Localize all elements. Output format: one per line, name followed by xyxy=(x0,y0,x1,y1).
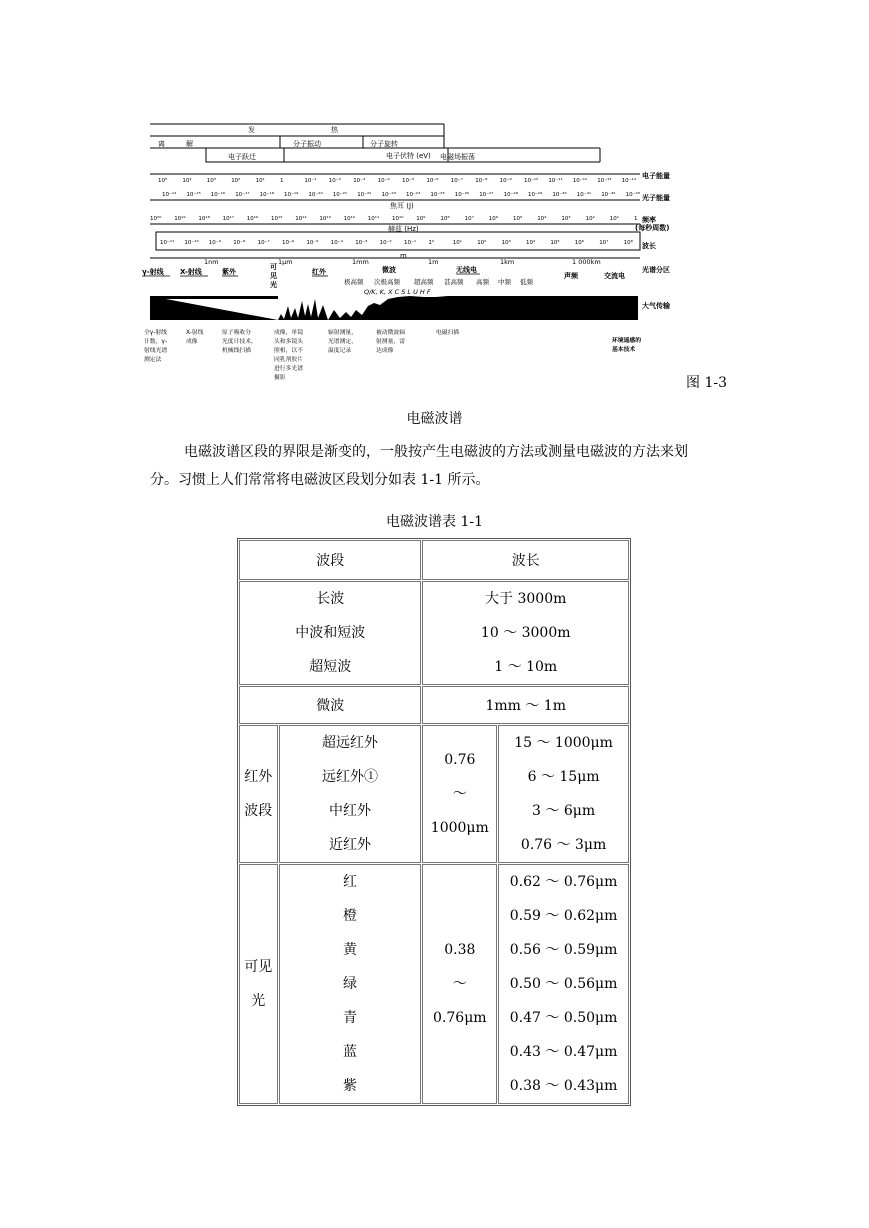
ev-tick: 10⁻¹³ xyxy=(597,178,612,184)
ev-tick: 10¹ xyxy=(255,178,265,184)
ev-tick: 10² xyxy=(231,178,241,184)
band-fa: 发 xyxy=(248,126,255,134)
visible-overall-line-3: 0.76μm xyxy=(433,1010,487,1026)
joule-tick: 10⁻²⁷ xyxy=(479,192,494,198)
visible-ranges-cell xyxy=(498,864,629,1104)
axis-title-meter: m xyxy=(400,252,407,260)
technique-note: 照相，以不 xyxy=(274,348,303,354)
meter-tick: 10⁻¹⁰ xyxy=(184,240,199,246)
hz-tick: 10³ xyxy=(561,216,571,222)
figure-caption: 电磁波谱 xyxy=(406,411,463,427)
ev-tick: 10⁻¹⁴ xyxy=(621,178,636,184)
technique-note: 成像 xyxy=(186,339,198,345)
header-band: 波段 xyxy=(239,540,421,580)
technique-note: 电磁扫描 xyxy=(436,330,460,336)
hz-tick: 10¹⁴ xyxy=(295,216,307,222)
technique-note: 温度记录 xyxy=(328,348,352,354)
joule-tick: 10⁻²⁴ xyxy=(406,192,421,198)
label-photon-energy: 光子能量 xyxy=(642,194,670,202)
band-ultra-short-wave: 超短波 xyxy=(309,659,352,675)
joule-tick: 10⁻¹⁷ xyxy=(235,192,250,198)
meter-tick: 10⁻⁶ xyxy=(282,240,295,246)
hz-tick: 10⁶ xyxy=(488,216,499,222)
region-audio: 声频 xyxy=(564,272,578,280)
joule-tick: 10⁻²⁶ xyxy=(454,192,470,198)
technique-note: 达成像 xyxy=(376,348,394,354)
region-microwave: 微波 xyxy=(382,266,396,274)
ev-tick: 1 xyxy=(280,178,284,184)
joule-tick: 10⁻³¹ xyxy=(576,192,592,198)
spectrum-table xyxy=(237,538,631,1106)
visible-overall-cell xyxy=(422,864,497,1104)
band-molecular-vibration: 分子振动 xyxy=(293,140,321,148)
hz-tick: 10¹⁸ xyxy=(198,216,210,222)
range-far-infrared: 6 ～ 15μm xyxy=(527,769,600,785)
band-long-wave: 长波 xyxy=(316,591,345,607)
meter-tick: 10⁻³ xyxy=(355,240,368,246)
ev-tick: 10⁻¹¹ xyxy=(548,178,563,184)
range-orange: 0.59 ～ 0.62μm xyxy=(509,908,618,924)
ev-tick: 10⁻⁶ xyxy=(426,178,439,184)
band-lijie: 离 xyxy=(158,140,165,148)
joule-tick: 10⁻²⁰ xyxy=(308,192,323,198)
region-infrared: 红外 xyxy=(312,268,326,276)
ev-tick: 10⁴ xyxy=(182,178,192,184)
hz-tick: 10² xyxy=(585,216,595,222)
technique-note: X-射线 xyxy=(186,330,204,336)
subregion-hf: 高频 xyxy=(476,278,489,286)
band-red: 红 xyxy=(343,874,358,890)
region-gamma: γ-射线 xyxy=(142,268,164,276)
subregion-vhf: 甚高频 xyxy=(444,278,464,286)
technique-note: 同乳剂胶片 xyxy=(274,357,303,363)
figure-number: 图 1-3 xyxy=(686,375,727,391)
range-microwave: 1mm ～ 1m xyxy=(422,686,629,724)
subregion-uhf: 超高频 xyxy=(414,278,434,286)
meter-tick: 10⁻⁷ xyxy=(257,240,270,246)
band-jie: 解 xyxy=(186,140,193,148)
scale-1km: 1km xyxy=(500,258,515,266)
body-paragraph xyxy=(150,438,750,494)
hz-tick: 10¹⁵ xyxy=(271,216,283,222)
ev-tick: 10³ xyxy=(206,178,217,184)
meter-tick: 10⁻¹ xyxy=(404,240,417,246)
ev-tick: 10⁻⁴ xyxy=(377,178,390,184)
infrared-bands-cell xyxy=(279,725,422,863)
technique-note: 全γ-射线 xyxy=(144,330,167,336)
hz-tick: 10⁴ xyxy=(537,216,547,222)
range-yellow: 0.56 ～ 0.59μm xyxy=(509,942,618,958)
band-violet: 紫 xyxy=(343,1078,358,1094)
meter-tick: 10⁶ xyxy=(574,240,585,246)
electromagnetic-spectrum-figure xyxy=(142,118,670,398)
range-ultra-short-wave: 1 ～ 10m xyxy=(494,659,558,675)
band-orange: 橙 xyxy=(343,908,358,924)
technique-note: 射线光谱 xyxy=(144,348,168,354)
technique-note: 计数，γ- xyxy=(144,339,167,345)
range-green: 0.50 ～ 0.56μm xyxy=(509,976,618,992)
infrared-overall-line-3: 1000μm xyxy=(430,820,489,836)
visible-group-line-1: 可见 xyxy=(244,959,273,975)
meter-tick: 10⁴ xyxy=(526,240,536,246)
technique-note: 原子吸收分 xyxy=(222,330,251,336)
scale-1000km: 1 000km xyxy=(572,258,601,266)
technique-note: 机械线扫描 xyxy=(222,348,251,354)
ev-tick: 10⁻¹² xyxy=(572,178,588,184)
technique-note: 成像，单镜 xyxy=(274,330,303,336)
region-visible-3: 光 xyxy=(270,281,277,289)
hz-tick: 10¹² xyxy=(343,216,356,222)
band-near-infrared: 近红外 xyxy=(329,837,372,853)
meter-tick: 10² xyxy=(477,240,487,246)
hz-tick: 10²⁰ xyxy=(150,216,162,222)
joule-tick: 10⁻²¹ xyxy=(332,192,348,198)
hz-tick: 10¹⁶ xyxy=(246,216,259,222)
joule-tick: 10⁻²² xyxy=(357,192,372,198)
band-mid-infrared: 中红外 xyxy=(329,803,372,819)
hz-tick: 10¹³ xyxy=(319,216,331,222)
band-electron-transition: 电子跃迁 xyxy=(228,153,256,161)
joule-tick: 10⁻¹⁹ xyxy=(284,192,299,198)
ev-tick: 10⁻⁵ xyxy=(402,178,415,184)
technique-note: 光度计技术， xyxy=(222,339,257,345)
band-re: 热 xyxy=(331,126,338,134)
joule-tick: 10⁻¹⁴ xyxy=(162,192,177,198)
label-atmosphere: 大气传输 xyxy=(642,302,670,310)
radio-ranges-cell xyxy=(422,581,629,685)
joule-tick: 10⁻²⁵ xyxy=(430,192,445,198)
scale-1mm: 1mm xyxy=(352,258,369,266)
hz-tick: 10⁸ xyxy=(440,216,450,222)
infrared-group-line-1: 红外 xyxy=(244,769,273,785)
scale-1m: 1m xyxy=(428,258,439,266)
ev-tick: 10⁻⁷ xyxy=(450,178,463,184)
env-remote-sensing-note: 基本技术 xyxy=(612,347,636,353)
infrared-overall-line-2: ～ xyxy=(452,786,467,802)
header-wavelength: 波长 xyxy=(422,540,629,580)
band-medium-short-wave: 中波和短波 xyxy=(295,625,366,641)
label-frequency-sub: (每秒周数) xyxy=(635,224,670,232)
region-ac: 交流电 xyxy=(604,272,625,280)
region-visible-2: 见 xyxy=(270,272,277,280)
subregion-mf: 中频 xyxy=(498,278,511,286)
hz-tick: 10¹¹ xyxy=(367,216,380,222)
ev-tick: 10⁻¹ xyxy=(304,178,317,184)
hz-tick: 10¹⁹ xyxy=(174,216,186,222)
meter-tick: 10⁻² xyxy=(379,240,392,246)
label-spectrum-regions: 光谱分区 xyxy=(642,266,670,274)
region-uv: 紫外 xyxy=(222,268,236,276)
joule-tick: 10⁻²³ xyxy=(381,192,396,198)
ev-tick: 10⁵ xyxy=(158,178,168,184)
env-remote-sensing-note: 环境遥感的 xyxy=(612,338,641,344)
axis-title-hz: 赫兹 (Hz) xyxy=(388,225,419,233)
band-em-oscillation: 电磁场振荡 xyxy=(440,153,475,161)
joule-tick: 10⁻³⁰ xyxy=(552,192,567,198)
hz-tick: 10¹⁰ xyxy=(392,216,404,222)
band-cyan: 青 xyxy=(343,1010,358,1026)
joule-tick: 10⁻¹⁵ xyxy=(186,192,201,198)
technique-note: 光谱测定， xyxy=(328,339,357,345)
region-xray: X-射线 xyxy=(180,268,202,276)
axis-title-ev: 电子伏特 (eV) xyxy=(386,152,431,160)
region-visible-1: 可 xyxy=(270,263,277,271)
joule-tick: 10⁻²⁹ xyxy=(528,192,543,198)
atmosphere-transmission-silhouette xyxy=(150,296,638,320)
hz-tick: 10⁹ xyxy=(416,216,426,222)
infrared-group-cell xyxy=(239,725,278,863)
band-microwave: 微波 xyxy=(239,686,421,724)
range-mid-infrared: 3 ～ 6μm xyxy=(532,803,596,819)
subregion-band-letters: Q/K, K, X C S L U H F xyxy=(364,288,431,296)
label-electron-energy: 电子能量 xyxy=(642,172,670,180)
range-medium-short-wave: 10 ～ 3000m xyxy=(480,625,571,641)
subregion-lf: 低频 xyxy=(520,278,533,286)
technique-note: 射测量，雷 xyxy=(376,339,405,345)
technique-note: 摄影 xyxy=(274,375,286,381)
range-near-infrared: 0.76 ～ 3μm xyxy=(520,837,607,853)
band-far-far-infrared: 超远红外 xyxy=(322,735,379,751)
hz-tick: 10⁷ xyxy=(464,216,474,222)
atmosphere-band-left xyxy=(150,296,278,299)
meter-tick: 10¹ xyxy=(452,240,463,246)
visible-group-cell xyxy=(239,864,278,1104)
range-cyan: 0.47 ～ 0.50μm xyxy=(509,1010,618,1026)
ev-tick: 10⁻⁹ xyxy=(499,178,512,184)
range-long-wave: 大于 3000m xyxy=(485,591,567,607)
ev-tick: 10⁻² xyxy=(328,178,341,184)
meter-tick: 10⁻¹¹ xyxy=(160,240,175,246)
range-red: 0.62 ～ 0.76μm xyxy=(509,874,618,890)
range-violet: 0.38 ～ 0.43μm xyxy=(509,1078,618,1094)
infrared-overall-cell xyxy=(422,725,497,863)
subregion-shf: 次极高频 xyxy=(374,278,400,286)
technique-note: 进行多光谱 xyxy=(274,366,303,372)
radio-bands-cell xyxy=(239,581,421,685)
band-blue: 蓝 xyxy=(343,1044,358,1060)
range-far-far-infrared: 15 ～ 1000μm xyxy=(514,735,613,751)
label-frequency: 频率 xyxy=(642,216,656,224)
meter-tick: 1⁰ xyxy=(428,240,435,246)
meter-tick: 10⁷ xyxy=(599,240,609,246)
band-far-infrared: 远红外① xyxy=(322,769,379,785)
ev-tick: 10⁻³ xyxy=(353,178,366,184)
region-radio: 无线电 xyxy=(456,266,477,274)
ev-tick: 10⁻¹⁰ xyxy=(524,178,539,184)
band-molecular-rotation: 分子旋转 xyxy=(370,140,398,148)
band-yellow: 黄 xyxy=(343,942,358,958)
range-blue: 0.43 ～ 0.47μm xyxy=(509,1044,618,1060)
band-green: 绿 xyxy=(343,976,358,992)
label-wavelength: 波长 xyxy=(642,242,656,250)
joule-tick: 10⁻³² xyxy=(601,192,616,198)
meter-tick: 10⁻⁸ xyxy=(233,240,246,246)
meter-tick: 10⁵ xyxy=(550,240,560,246)
joule-tick: 10⁻³³ xyxy=(625,192,640,198)
scale-1nm: 1nm xyxy=(204,258,219,266)
axis-title-joule: 焦耳 (J) xyxy=(390,202,414,210)
infrared-ranges-cell xyxy=(498,725,629,863)
visible-bands-cell xyxy=(279,864,422,1104)
meter-tick: 10⁻⁴ xyxy=(330,240,343,246)
meter-tick: 10⁸ xyxy=(623,240,633,246)
joule-tick: 10⁻¹⁸ xyxy=(259,192,274,198)
hz-tick: 1 xyxy=(634,216,638,222)
visible-group-line-2: 光 xyxy=(251,993,266,1009)
subregion-ehf: 极高频 xyxy=(344,278,364,286)
table-title: 电磁波谱表 1-1 xyxy=(386,514,483,530)
hz-tick: 10⁵ xyxy=(513,216,523,222)
joule-tick: 10⁻²⁸ xyxy=(503,192,518,198)
visible-overall-line-1: 0.38 xyxy=(444,942,476,958)
technique-note: 头和多镜头 xyxy=(274,339,303,345)
meter-tick: 10⁻⁹ xyxy=(208,240,221,246)
technique-note: 测定法 xyxy=(144,357,162,363)
infrared-group-line-2: 波段 xyxy=(244,803,273,819)
hz-tick: 10¹⁷ xyxy=(222,216,235,222)
technique-note: 辐射测量， xyxy=(328,330,357,336)
paragraph-line-2: 分。习惯上人们常常将电磁波区段划分如表 1-1 所示。 xyxy=(150,472,490,488)
visible-overall-line-2: ～ xyxy=(452,976,467,992)
joule-tick: 10⁻¹⁶ xyxy=(210,192,226,198)
technique-note: 被动微波辐 xyxy=(376,330,405,336)
scale-1um: 1μm xyxy=(278,258,293,266)
meter-tick: 10³ xyxy=(501,240,511,246)
meter-tick: 10⁻⁵ xyxy=(306,240,319,246)
infrared-overall-line-1: 0.76 xyxy=(444,752,476,768)
hz-tick: 10¹ xyxy=(609,216,620,222)
paragraph-line-1: 电磁波谱区段的界限是渐变的，一般按产生电磁波的方法或测量电磁波的方法来划 xyxy=(184,444,688,460)
ev-tick: 10⁻⁸ xyxy=(475,178,488,184)
